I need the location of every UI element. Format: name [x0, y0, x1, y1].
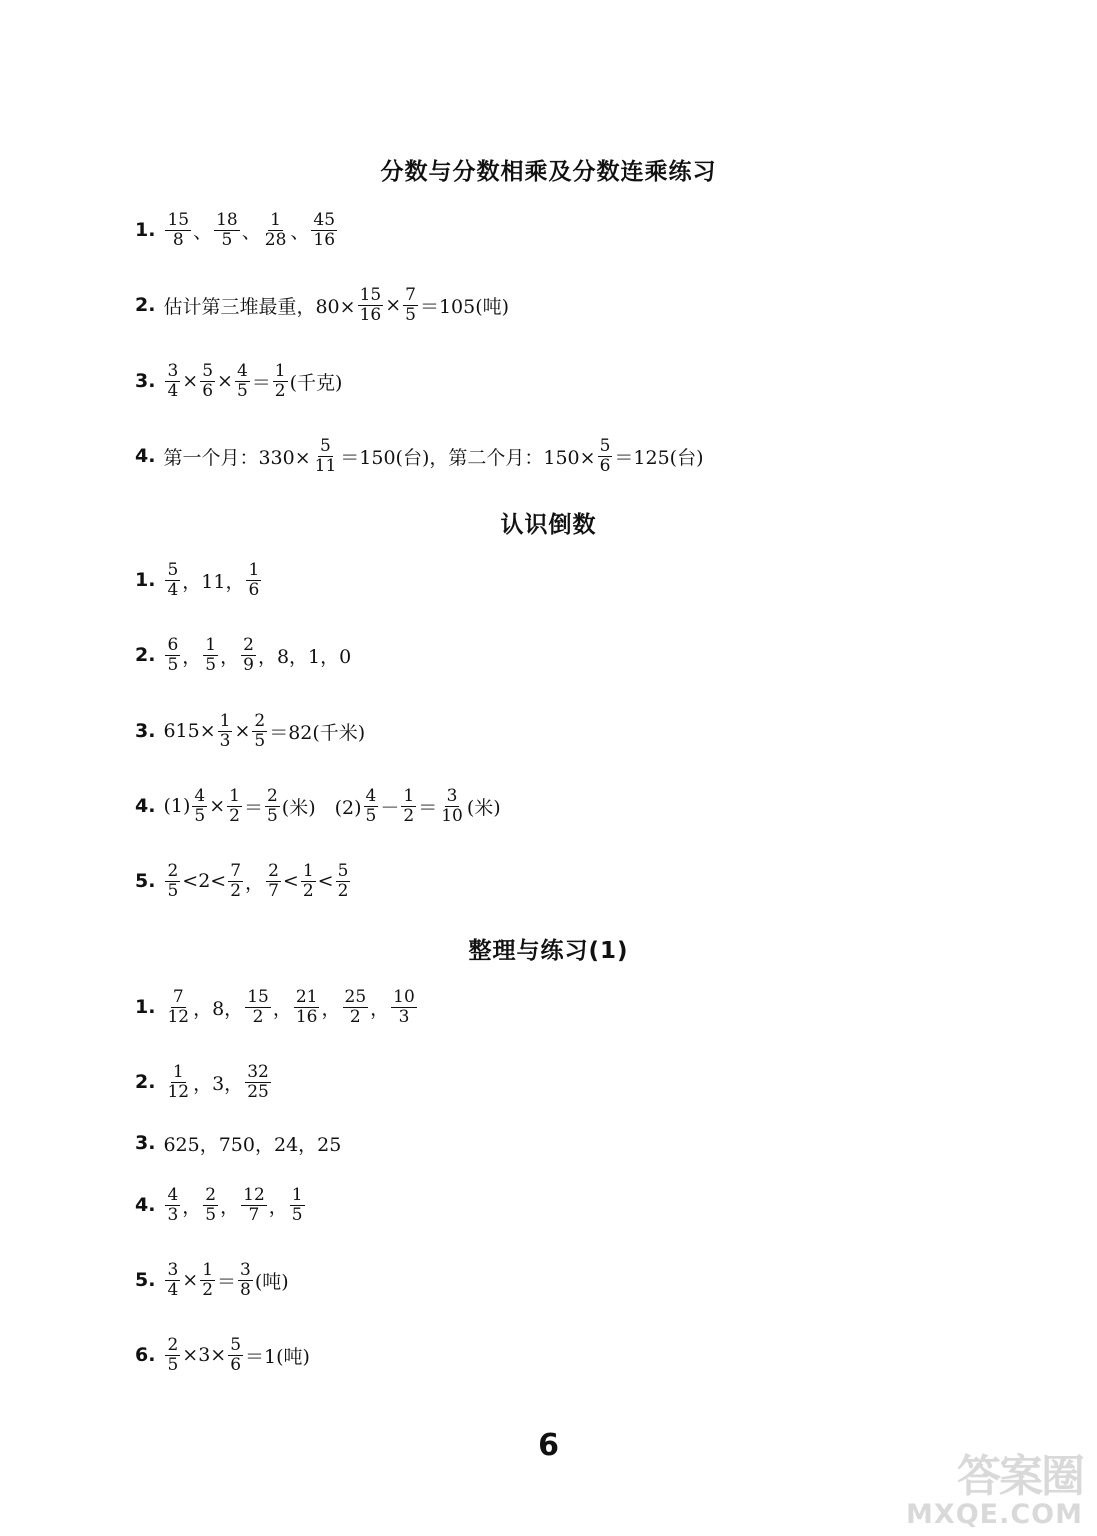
answer-line	[135, 630, 351, 680]
fraction-numerator: 1	[274, 360, 286, 381]
fraction-numerator: 2	[167, 860, 179, 881]
answer-text: ×3×	[182, 1344, 227, 1366]
answer-text: ，	[220, 645, 240, 668]
fraction-denominator: 28	[264, 229, 287, 250]
answer-text: (1)	[163, 795, 191, 817]
item-number: 1.	[135, 219, 156, 241]
item-number: 1.	[135, 569, 156, 591]
fraction	[235, 362, 250, 400]
fraction	[203, 1186, 218, 1224]
fraction	[245, 988, 271, 1026]
fraction	[165, 1261, 180, 1299]
fraction-denominator: 2	[403, 805, 415, 826]
fraction	[252, 712, 267, 750]
answer-line	[135, 856, 352, 906]
fraction	[165, 211, 191, 249]
answer-text: 、	[241, 220, 261, 243]
fraction	[200, 1261, 215, 1299]
fraction-numerator: 1	[291, 1184, 303, 1205]
fraction	[165, 862, 180, 900]
answer-line	[135, 205, 339, 255]
fraction-denominator: 5	[365, 805, 377, 826]
fraction-numerator: 3	[446, 785, 458, 806]
answer-line	[135, 1118, 341, 1168]
fraction-denominator: 6	[248, 579, 260, 600]
answer-text: ，8，1，0	[257, 645, 352, 668]
fraction	[192, 787, 207, 825]
fraction-denominator: 2	[202, 1279, 214, 1300]
fraction-denominator: 6	[230, 1354, 242, 1375]
fraction-numerator: 2	[254, 710, 266, 731]
fraction	[311, 211, 337, 249]
answer-text: (米)	[466, 796, 501, 819]
fraction-numerator: 5	[599, 435, 611, 456]
fraction	[218, 712, 233, 750]
fraction	[241, 1186, 267, 1224]
answer-text: ＝82(千米)	[269, 721, 366, 744]
fraction-denominator: 5	[405, 304, 416, 325]
fraction-denominator: 3	[167, 1204, 179, 1225]
item-number: 6.	[135, 1344, 156, 1366]
watermark-top-text: 答案圈	[957, 1451, 1083, 1502]
answer-text: ，	[220, 1195, 240, 1218]
answer-text: 625，750，24，25	[163, 1133, 342, 1156]
fraction-numerator: 2	[268, 860, 279, 881]
fraction-denominator: 9	[243, 654, 254, 675]
fraction-denominator: 2	[252, 1006, 264, 1027]
section-title-review-practice: 整理与练习(1)	[468, 938, 629, 964]
fraction	[265, 787, 280, 825]
fraction-denominator: 12	[167, 1081, 190, 1102]
fraction-numerator: 18	[216, 209, 238, 230]
answer-text: ，	[182, 1195, 202, 1218]
fraction	[238, 1261, 253, 1299]
item-number: 3.	[135, 1132, 156, 1154]
fraction	[228, 1336, 243, 1374]
fraction-numerator: 2	[243, 634, 254, 655]
watermark-bottom-text: MXQE.COM	[906, 1499, 1083, 1530]
fraction-numerator: 1	[229, 785, 240, 806]
fraction	[227, 787, 242, 825]
item-number: 2.	[135, 294, 156, 316]
fraction-denominator: 3	[398, 1006, 410, 1027]
answer-text: ，8，	[193, 997, 244, 1020]
fraction-denominator: 25	[247, 1081, 269, 1102]
fraction-numerator: 25	[344, 986, 367, 1007]
fraction-numerator: 5	[337, 860, 349, 881]
answer-text: ，	[272, 997, 292, 1020]
fraction-numerator: 5	[202, 360, 214, 381]
fraction-numerator: 4	[167, 1184, 179, 1205]
answer-text: ，3，	[193, 1072, 244, 1095]
fraction-numerator: 3	[167, 1259, 179, 1280]
fraction	[290, 1186, 305, 1224]
fraction-denominator: 2	[229, 805, 240, 826]
answer-text: ，11，	[182, 570, 245, 593]
fraction-numerator: 2	[205, 1184, 217, 1205]
answer-text: ，	[245, 871, 265, 894]
fraction	[228, 862, 243, 900]
fraction-numerator: 5	[167, 559, 179, 580]
fraction-numerator: 32	[247, 1061, 269, 1082]
fraction-denominator: 5	[205, 654, 217, 675]
answer-line	[135, 1180, 307, 1230]
fraction-denominator: 5	[221, 229, 233, 250]
fraction-numerator: 1	[302, 860, 314, 881]
answer-text: ＝1(吨)	[245, 1345, 310, 1368]
answer-text: ＝	[243, 796, 263, 819]
page-number: 6	[538, 1428, 559, 1463]
answer-text: 、	[290, 220, 310, 243]
fraction-denominator: 5	[291, 1204, 303, 1225]
fraction-denominator: 5	[266, 805, 278, 826]
fraction	[598, 437, 613, 475]
section-title-reciprocals: 认识倒数	[500, 512, 597, 538]
fraction-denominator: 11	[314, 455, 337, 476]
watermark-logo	[908, 1440, 1083, 1530]
fraction-numerator: 6	[167, 634, 179, 655]
item-number: 4.	[135, 795, 156, 817]
fraction-numerator: 45	[313, 209, 336, 230]
answer-text: ＝	[418, 796, 438, 819]
fraction	[245, 1063, 271, 1101]
fraction	[246, 561, 261, 599]
answer-text: (米) (2)	[281, 796, 362, 819]
item-number: 5.	[135, 870, 156, 892]
fraction-denominator: 2	[274, 380, 286, 401]
fraction-numerator: 5	[230, 1334, 242, 1355]
fraction-denominator: 16	[359, 304, 382, 325]
fraction-denominator: 5	[205, 1204, 217, 1225]
answer-line	[135, 706, 365, 756]
fraction-numerator: 21	[295, 986, 318, 1007]
fraction-denominator: 4	[167, 579, 179, 600]
fraction-numerator: 15	[167, 209, 190, 230]
item-number: 5.	[135, 1269, 156, 1291]
answer-line	[135, 982, 419, 1032]
fraction-numerator: 1	[270, 209, 281, 230]
fraction-denominator: 8	[172, 229, 184, 250]
fraction-denominator: 4	[167, 1279, 179, 1300]
fraction-denominator: 5	[194, 805, 206, 826]
fraction	[165, 1336, 180, 1374]
item-number: 3.	[135, 720, 156, 742]
answer-text: ＝	[217, 1270, 237, 1293]
fraction	[165, 1186, 180, 1224]
item-number: 4.	[135, 1194, 156, 1216]
fraction	[200, 362, 215, 400]
item-number: 1.	[135, 996, 156, 1018]
fraction-numerator: 15	[247, 986, 269, 1007]
answer-text: ，	[321, 997, 341, 1020]
answer-text: ＝105(吨)	[419, 295, 510, 318]
fraction-numerator: 1	[172, 1061, 184, 1082]
fraction-denominator: 5	[167, 880, 179, 901]
fraction	[203, 636, 218, 674]
fraction-denominator: 6	[202, 380, 214, 401]
section-title-fraction-multiplication: 分数与分数相乘及分数连乘练习	[380, 159, 717, 185]
answer-line	[135, 555, 263, 605]
fraction-denominator: 2	[230, 880, 242, 901]
fraction-denominator: 7	[248, 1204, 260, 1225]
fraction-denominator: 2	[337, 880, 349, 901]
fraction-numerator: 1	[202, 1259, 214, 1280]
fraction	[165, 636, 180, 674]
answer-line	[135, 781, 501, 831]
fraction-numerator: 2	[167, 1334, 179, 1355]
answer-text: <	[317, 870, 334, 892]
fraction	[439, 787, 465, 825]
fraction-numerator: 3	[240, 1259, 251, 1280]
answer-text: (吨)	[254, 1270, 289, 1293]
answer-text: 估计第三堆最重，80×	[163, 295, 356, 318]
answer-line	[135, 1330, 310, 1380]
answer-text: ×	[209, 795, 226, 817]
answer-text: 第一个月：330×	[163, 446, 311, 469]
fraction-numerator: 2	[266, 785, 278, 806]
answer-text: ＝	[251, 371, 271, 394]
answer-text: 615×	[163, 720, 216, 742]
fraction-denominator: 5	[167, 1354, 179, 1375]
fraction-numerator: 10	[393, 986, 415, 1007]
fraction	[263, 211, 289, 249]
fraction-denominator: 5	[236, 380, 248, 401]
fraction-denominator: 5	[254, 730, 266, 751]
fraction	[391, 988, 417, 1026]
fraction	[364, 787, 379, 825]
fraction	[214, 211, 240, 249]
fraction-numerator: 4	[236, 360, 248, 381]
answer-text: ＝125(台)	[614, 446, 704, 469]
fraction	[165, 988, 191, 1026]
fraction	[313, 437, 339, 475]
fraction	[403, 286, 418, 324]
fraction-denominator: 10	[441, 805, 463, 826]
fraction-denominator: 2	[349, 1006, 361, 1027]
fraction-numerator: 12	[243, 1184, 265, 1205]
fraction-numerator: 1	[403, 785, 415, 806]
fraction	[401, 787, 416, 825]
answer-line	[135, 1057, 273, 1107]
answer-text: －	[380, 796, 400, 819]
answer-text: ＝150(台)，第二个月：150×	[340, 446, 596, 469]
fraction-denominator: 7	[268, 880, 279, 901]
fraction	[301, 862, 316, 900]
answer-text: <	[282, 870, 299, 892]
fraction-numerator: 7	[230, 860, 242, 881]
fraction-numerator: 1	[205, 634, 217, 655]
answer-text: ×	[182, 370, 199, 392]
item-number: 2.	[135, 644, 156, 666]
fraction-numerator: 4	[194, 785, 206, 806]
answer-line	[135, 431, 703, 481]
fraction-numerator: 7	[405, 284, 416, 305]
fraction	[294, 988, 320, 1026]
answer-text: ，	[182, 645, 202, 668]
answer-text: ×	[234, 720, 251, 742]
item-number: 2.	[135, 1071, 156, 1093]
fraction-numerator: 15	[359, 284, 382, 305]
fraction-numerator: 7	[172, 986, 184, 1007]
answer-text: ×	[385, 294, 402, 316]
fraction	[165, 362, 180, 400]
fraction-denominator: 12	[167, 1006, 190, 1027]
fraction	[336, 862, 351, 900]
fraction	[266, 862, 281, 900]
fraction	[358, 286, 384, 324]
answer-text: 、	[193, 220, 213, 243]
answer-text: (千克)	[289, 371, 343, 394]
fraction-denominator: 16	[313, 229, 336, 250]
fraction-denominator: 8	[240, 1279, 251, 1300]
fraction	[273, 362, 288, 400]
fraction-denominator: 6	[599, 455, 611, 476]
answer-line	[135, 356, 342, 406]
answer-line	[135, 1255, 289, 1305]
fraction-denominator: 3	[219, 730, 231, 751]
fraction-numerator: 5	[320, 435, 331, 456]
fraction-numerator: 1	[248, 559, 260, 580]
answer-text: ×	[182, 1269, 199, 1291]
item-number: 3.	[135, 370, 156, 392]
fraction	[165, 1063, 191, 1101]
fraction-denominator: 2	[302, 880, 314, 901]
fraction-numerator: 1	[219, 710, 231, 731]
fraction-numerator: 4	[365, 785, 377, 806]
answer-text: ，	[268, 1195, 288, 1218]
fraction	[165, 561, 180, 599]
answer-text: ，	[370, 997, 390, 1020]
fraction-denominator: 5	[167, 654, 179, 675]
answer-text: <2<	[182, 870, 227, 892]
fraction-numerator: 3	[167, 360, 179, 381]
fraction	[343, 988, 369, 1026]
item-number: 4.	[135, 445, 156, 467]
fraction-denominator: 16	[295, 1006, 318, 1027]
fraction-denominator: 4	[167, 380, 179, 401]
fraction	[241, 636, 256, 674]
answer-text: ×	[217, 370, 233, 392]
answer-line	[135, 280, 509, 330]
